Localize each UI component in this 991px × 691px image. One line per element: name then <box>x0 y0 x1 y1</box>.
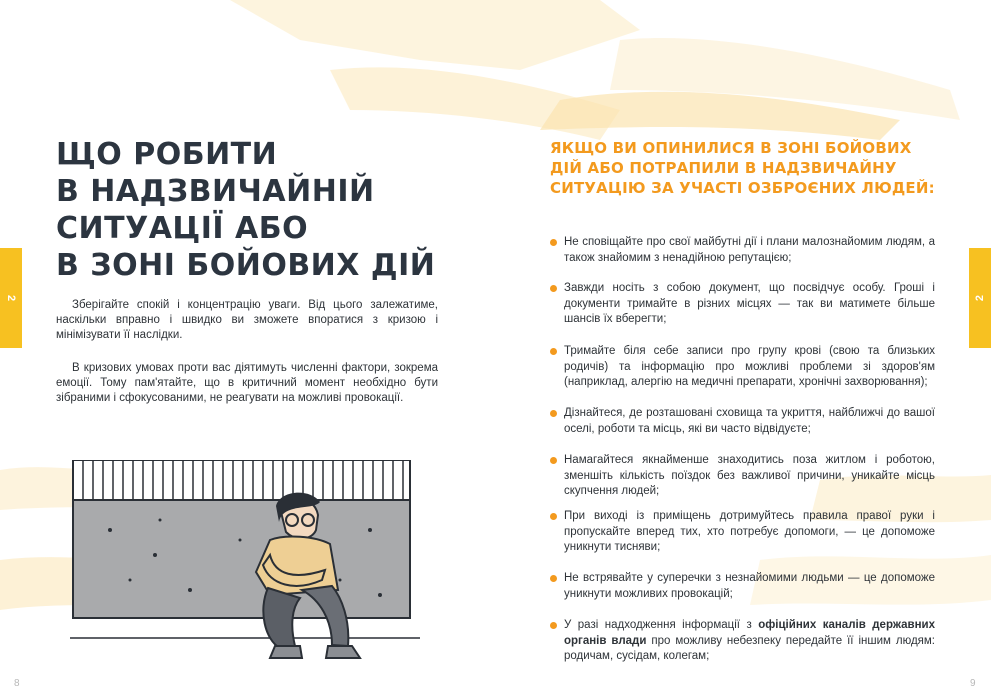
page-title <box>56 136 456 284</box>
tip-text: Завжди носіть з собою документ, що посвідчує особу. Гроші і документи тримайте в різних місцях — так ви матимете більше шансів їх вберегти; <box>564 282 935 325</box>
list-item <box>550 281 935 328</box>
title-line: В НАДЗВИЧАЙНІЙ <box>56 174 375 209</box>
page-number-right: 9 <box>970 678 976 689</box>
intro-paragraph: Зберігайте спокій і концентрацію уваги. Від цього залежатиме, наскільки вправно і швидко ви зможете впоратися з кризою і мінімізувати її наслідки. <box>56 299 438 341</box>
tip-text-before: У разі надходження інформації з <box>564 619 759 631</box>
list-item <box>550 235 935 266</box>
list-item <box>550 571 935 602</box>
heading-line: СИТУАЦІЮ ЗА УЧАСТІ ОЗБРОЄНИХ ЛЮДЕЙ: <box>550 179 935 197</box>
heading-line: ЯКЩО ВИ ОПИНИЛИСЯ В ЗОНІ БОЙОВИХ <box>550 139 912 157</box>
list-item <box>550 344 935 391</box>
list-item <box>550 509 935 556</box>
list-item <box>550 453 935 500</box>
bullet-icon <box>550 348 557 355</box>
heading-line: ДІЙ АБО ПОТРАПИЛИ В НАДЗВИЧАЙНУ <box>550 159 897 177</box>
tip-text: Тримайте біля себе записи про групу крові (свою та близьких родичів) та інформацію про можливі проблеми зі здоров'ям (наприклад, алергію на медичні препарати, хронічні захворювання); <box>564 345 935 388</box>
intro-paragraph: В кризових умовах проти вас діятимуть численні фактори, зокрема емоції. Тому пам'ятайте, що в критичний момент необхідно бути зібраними і сфокусованими, не реагувати на можливі провокації. <box>56 362 438 404</box>
section-tab-left: 2 <box>0 248 22 348</box>
tip-text-bold: офіційних каналів державних органів влади <box>564 619 935 647</box>
list-item <box>550 406 935 437</box>
title-line: СИТУАЦІЇ АБО <box>56 211 309 246</box>
section-tab-right: 2 <box>969 248 991 348</box>
tip-text-after: про можливу небезпеку передайте її іншим людям: родичам, сусідам, колегам; <box>564 634 935 662</box>
tip-text: Намагайтеся якнайменше знаходитись поза житлом і роботою, зменшіть кількість поїздок без важливої причини, уникайте місць скупчення людей; <box>564 454 935 497</box>
title-line: В ЗОНІ БОЙОВИХ ДІЙ <box>56 248 436 283</box>
bullet-icon <box>550 239 557 246</box>
bullet-icon <box>550 575 557 582</box>
bullet-icon <box>550 622 557 629</box>
right-heading <box>550 138 940 198</box>
tip-text: Дізнайтеся, де розташовані сховища та укриття, найближчі до вашої оселі, роботи та місць, які ви часто відвідуєте; <box>564 407 935 435</box>
intro-text <box>56 298 438 424</box>
list-item <box>550 618 935 665</box>
title-line: ЩО РОБИТИ <box>56 137 278 172</box>
page-number-left: 8 <box>14 678 20 689</box>
bullet-icon <box>550 285 557 292</box>
man-sitting-illustration <box>70 460 420 675</box>
tip-text: Не сповіщайте про свої майбутні дії і плани малознайомим людям, а також знайомим з ненадійною репутацією; <box>564 236 935 264</box>
bullet-icon <box>550 410 557 417</box>
tip-text: Не встрявайте у суперечки з незнайомими людьми — це допоможе уникнути можливих провокацій; <box>564 572 935 600</box>
bullet-icon <box>550 513 557 520</box>
bullet-icon <box>550 457 557 464</box>
tip-text: При виході із приміщень дотримуйтесь правила правої руки і пропускайте вперед тих, хто потребує допомоги, — це допоможе уникнути тисняви; <box>564 510 935 553</box>
